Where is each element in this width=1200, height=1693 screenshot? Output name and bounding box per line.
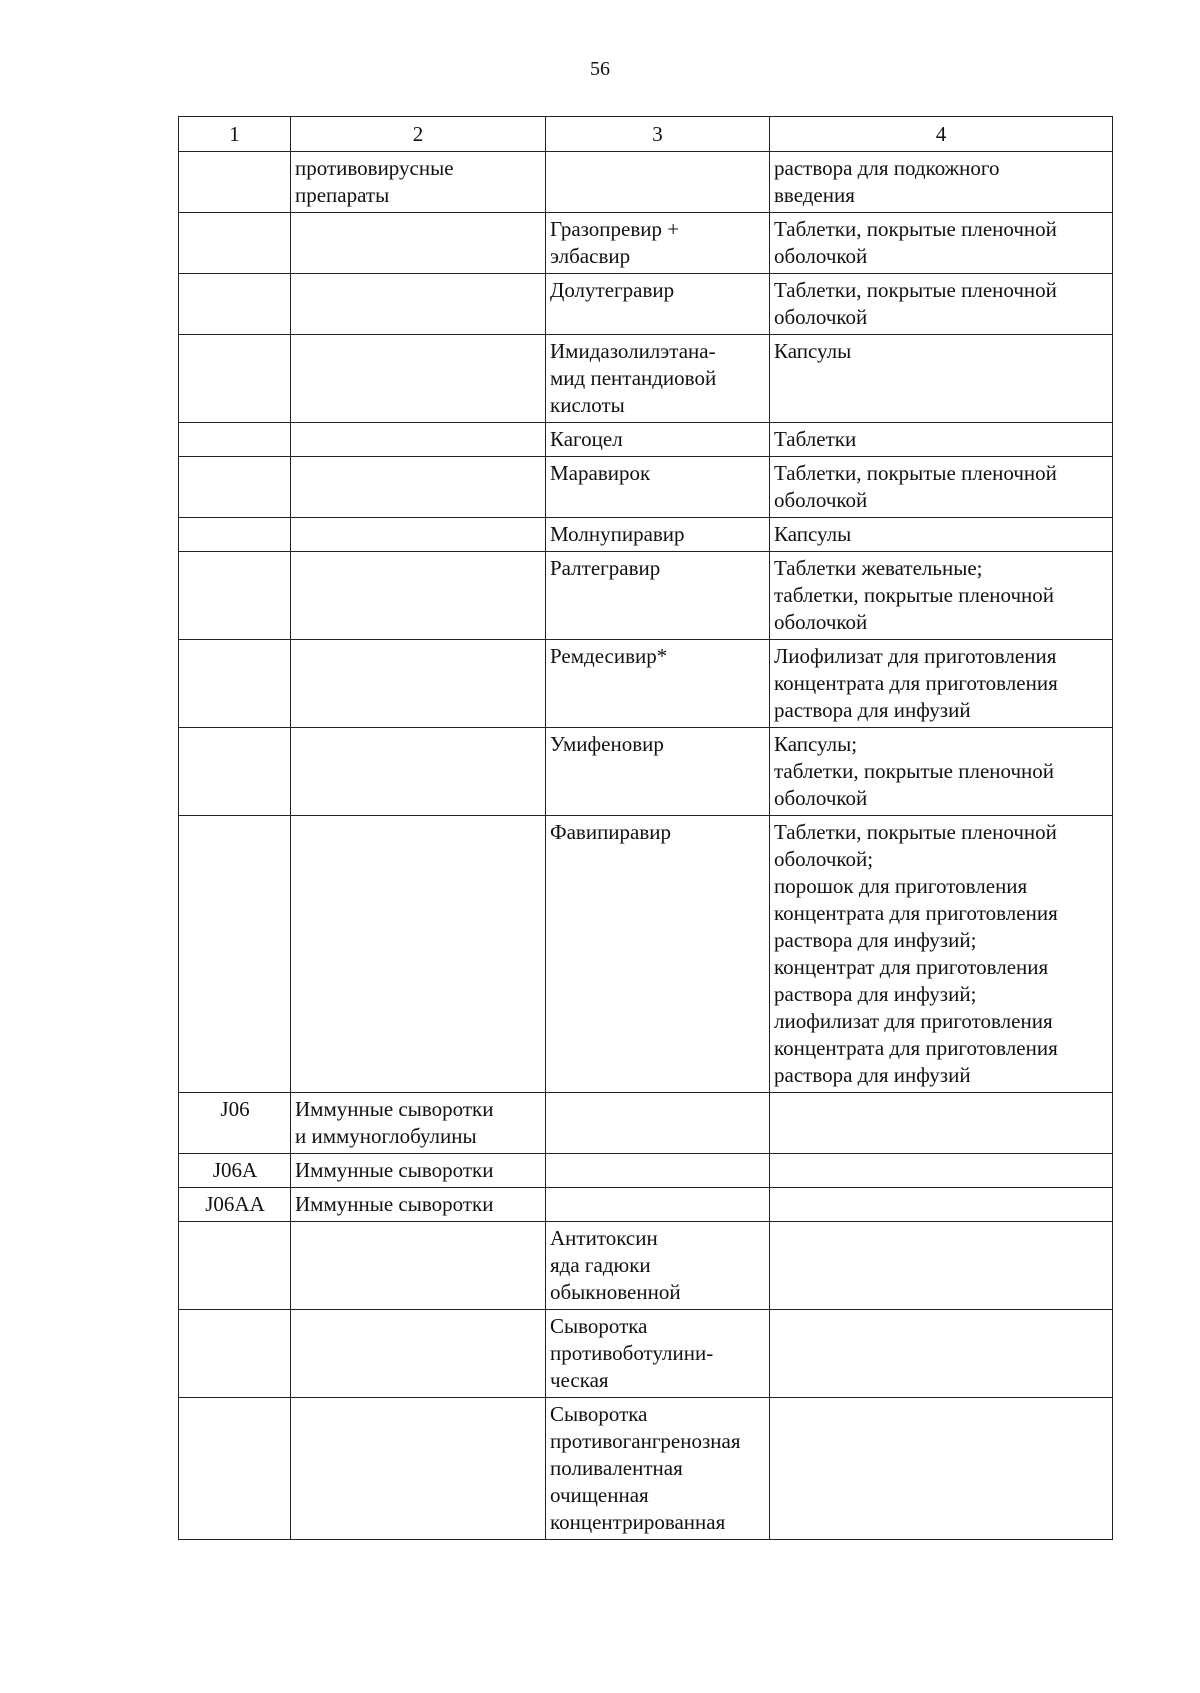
- dosage-form-cell: [770, 1310, 1113, 1398]
- table-row: [179, 457, 1113, 518]
- drug-name-cell: Маравирок: [546, 457, 770, 518]
- atc-code-cell: [179, 152, 291, 213]
- atc-code-cell: [179, 457, 291, 518]
- dosage-form-cell: [770, 1154, 1113, 1188]
- table-row: [179, 1222, 1113, 1310]
- atc-code-cell: [179, 213, 291, 274]
- group-name-cell: [291, 816, 546, 1093]
- drug-name-cell: Ралтегравир: [546, 552, 770, 640]
- group-name-cell: противовирусные препараты: [291, 152, 546, 213]
- atc-code-cell: [179, 1398, 291, 1540]
- group-name-cell: [291, 274, 546, 335]
- group-name-cell: [291, 552, 546, 640]
- group-name-cell: Иммунные сыворотки: [291, 1188, 546, 1222]
- drug-name-cell: Сыворотка противоботулини- ческая: [546, 1310, 770, 1398]
- atc-code-cell: J06A: [179, 1154, 291, 1188]
- drug-name-cell: Умифеновир: [546, 728, 770, 816]
- group-name-cell: [291, 518, 546, 552]
- group-name-cell: [291, 213, 546, 274]
- dosage-form-cell: Таблетки жевательные; таблетки, покрытые пленочной оболочкой: [770, 552, 1113, 640]
- group-name-cell: [291, 1398, 546, 1540]
- group-name-cell: [291, 457, 546, 518]
- group-name-cell: [291, 640, 546, 728]
- drug-name-cell: Кагоцел: [546, 423, 770, 457]
- atc-code-cell: [179, 728, 291, 816]
- table-row: [179, 213, 1113, 274]
- drug-name-cell: Имидазолилэтана- мид пентандиовой кислоты: [546, 335, 770, 423]
- table-header: [179, 117, 1113, 152]
- dosage-form-cell: [770, 1188, 1113, 1222]
- dosage-form-cell: [770, 1398, 1113, 1540]
- group-name-cell: Иммунные сыворотки и иммуноглобулины: [291, 1093, 546, 1154]
- dosage-form-cell: Таблетки, покрытые пленочной оболочкой; порошок для приготовления концентрата для приготовления раствора для инфузий; концентрат для приготовления раствора для инфузий; лиофилизат для приготовления концентрата для приготовления раствора для инфузий: [770, 816, 1113, 1093]
- table-row: [179, 1154, 1113, 1188]
- table-row: [179, 640, 1113, 728]
- drug-name-cell: Сыворотка противогангренозная поливалентная очищенная концентрированная: [546, 1398, 770, 1540]
- column-header-3: 3: [546, 117, 770, 152]
- table-row: [179, 518, 1113, 552]
- group-name-cell: [291, 728, 546, 816]
- table-row: [179, 552, 1113, 640]
- atc-code-cell: [179, 335, 291, 423]
- drug-name-cell: [546, 1154, 770, 1188]
- column-header-1: 1: [179, 117, 291, 152]
- dosage-form-cell: Капсулы: [770, 335, 1113, 423]
- atc-code-cell: [179, 518, 291, 552]
- page-number: 56: [590, 58, 610, 80]
- drug-name-cell: Долутегравир: [546, 274, 770, 335]
- column-header-2: 2: [291, 117, 546, 152]
- table-row: [179, 1398, 1113, 1540]
- dosage-form-cell: [770, 1093, 1113, 1154]
- group-name-cell: [291, 335, 546, 423]
- table-row: [179, 1310, 1113, 1398]
- drug-name-cell: [546, 1188, 770, 1222]
- dosage-form-cell: Таблетки, покрытые пленочной оболочкой: [770, 213, 1113, 274]
- drug-table: [178, 116, 1113, 1540]
- drug-name-cell: Ремдесивир*: [546, 640, 770, 728]
- table-row: [179, 152, 1113, 213]
- table-row: [179, 274, 1113, 335]
- dosage-form-cell: раствора для подкожного введения: [770, 152, 1113, 213]
- atc-code-cell: J06: [179, 1093, 291, 1154]
- dosage-form-cell: Таблетки, покрытые пленочной оболочкой: [770, 274, 1113, 335]
- table-row: [179, 816, 1113, 1093]
- table-row: [179, 1093, 1113, 1154]
- table-row: [179, 423, 1113, 457]
- drug-name-cell: [546, 152, 770, 213]
- dosage-form-cell: Капсулы: [770, 518, 1113, 552]
- atc-code-cell: [179, 274, 291, 335]
- drug-name-cell: Молнупиравир: [546, 518, 770, 552]
- table-row: [179, 728, 1113, 816]
- atc-code-cell: [179, 1222, 291, 1310]
- table-row: [179, 1188, 1113, 1222]
- group-name-cell: [291, 1222, 546, 1310]
- atc-code-cell: [179, 640, 291, 728]
- drug-name-cell: [546, 1093, 770, 1154]
- column-header-4: 4: [770, 117, 1113, 152]
- group-name-cell: [291, 423, 546, 457]
- atc-code-cell: J06AA: [179, 1188, 291, 1222]
- atc-code-cell: [179, 1310, 291, 1398]
- dosage-form-cell: Лиофилизат для приготовления концентрата для приготовления раствора для инфузий: [770, 640, 1113, 728]
- group-name-cell: [291, 1310, 546, 1398]
- dosage-form-cell: [770, 1222, 1113, 1310]
- drug-name-cell: Антитоксин яда гадюки обыкновенной: [546, 1222, 770, 1310]
- dosage-form-cell: Капсулы; таблетки, покрытые пленочной оболочкой: [770, 728, 1113, 816]
- table-body: [179, 152, 1113, 1540]
- dosage-form-cell: Таблетки: [770, 423, 1113, 457]
- header-row: [179, 117, 1113, 152]
- drug-name-cell: Фавипиравир: [546, 816, 770, 1093]
- atc-code-cell: [179, 816, 291, 1093]
- table-row: [179, 335, 1113, 423]
- dosage-form-cell: Таблетки, покрытые пленочной оболочкой: [770, 457, 1113, 518]
- atc-code-cell: [179, 423, 291, 457]
- drug-name-cell: Гразопревир + элбасвир: [546, 213, 770, 274]
- atc-code-cell: [179, 552, 291, 640]
- group-name-cell: Иммунные сыворотки: [291, 1154, 546, 1188]
